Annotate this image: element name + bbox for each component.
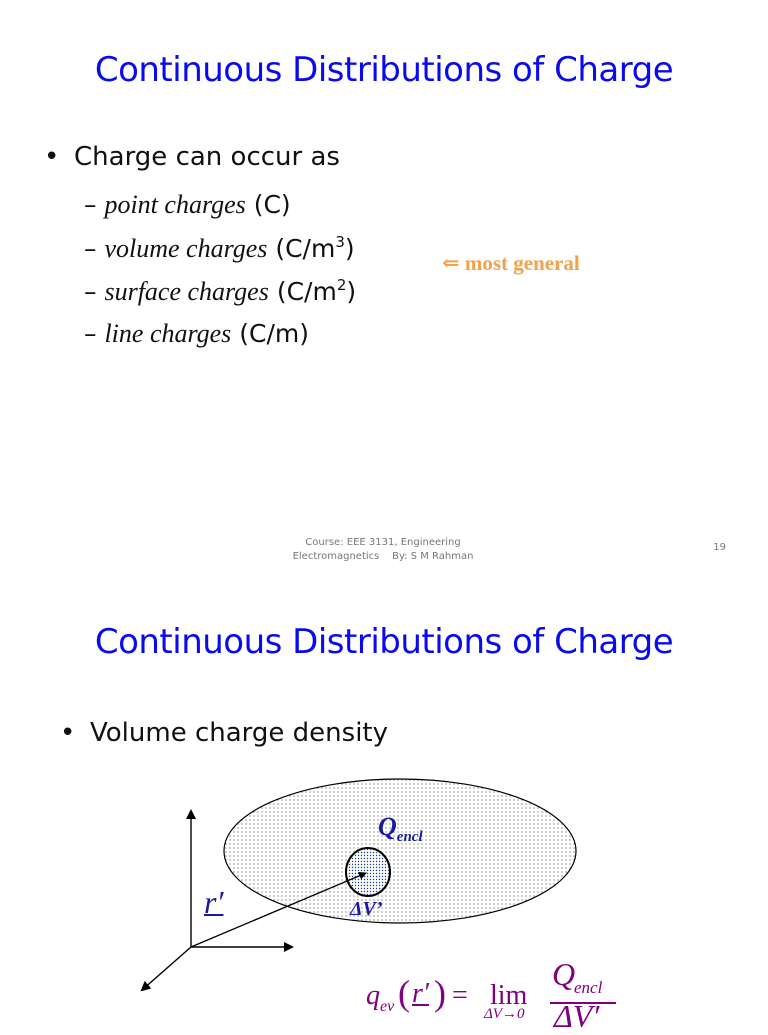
item-name: surface charges (104, 277, 269, 306)
item-unit: (C/m) (239, 319, 309, 348)
q-encl-label: $Q_{encl}$ (378, 812, 423, 845)
slide-2 (0, 578, 768, 1034)
x-axis (142, 947, 191, 990)
bullet-marker: • (44, 142, 60, 172)
bullet-marker: • (60, 718, 76, 748)
dash: – (84, 190, 97, 219)
item-unit: $(C/m^3)$ (275, 233, 355, 263)
slide-2-title: Continuous Distributions of Charge (94, 622, 674, 662)
list-item-surface-charges (84, 276, 356, 307)
charge-region-ellipse (224, 779, 576, 923)
slide-footer (270, 536, 496, 564)
list-item-line-charges (84, 319, 309, 349)
most-general-note: ⇐ most general (442, 251, 580, 275)
item-name: point charges (104, 190, 246, 219)
footer-line-2: Electromagnetics By: S M Rahman (292, 551, 474, 562)
page-number: 19 (713, 542, 726, 553)
item-unit: (C) (253, 190, 291, 219)
slide-1-title: Continuous Distributions of Charge (94, 50, 674, 90)
item-name: line charges (104, 319, 232, 348)
delta-v-label: ΔV’ (350, 898, 383, 920)
bullet-text: Charge can occur as (74, 142, 340, 172)
dash: – (84, 277, 97, 306)
volume-charge-density-equation: q ev ( r′ ) = lim ΔV→0 Q encl ΔV′ (366, 958, 666, 1024)
list-item-volume-charges (84, 233, 355, 264)
dash: – (84, 234, 97, 263)
bullet-text: Volume charge density (90, 718, 388, 748)
list-item-point-charges (84, 190, 291, 220)
footer-line-1: Course: EEE 3131, Engineering (305, 537, 461, 548)
bullet-charge-can-occur (44, 142, 340, 172)
dash: – (84, 319, 97, 348)
item-unit: $(C/m^2)$ (276, 276, 357, 306)
item-name: volume charges (104, 234, 268, 263)
r-prime-label: r′ (204, 884, 224, 920)
